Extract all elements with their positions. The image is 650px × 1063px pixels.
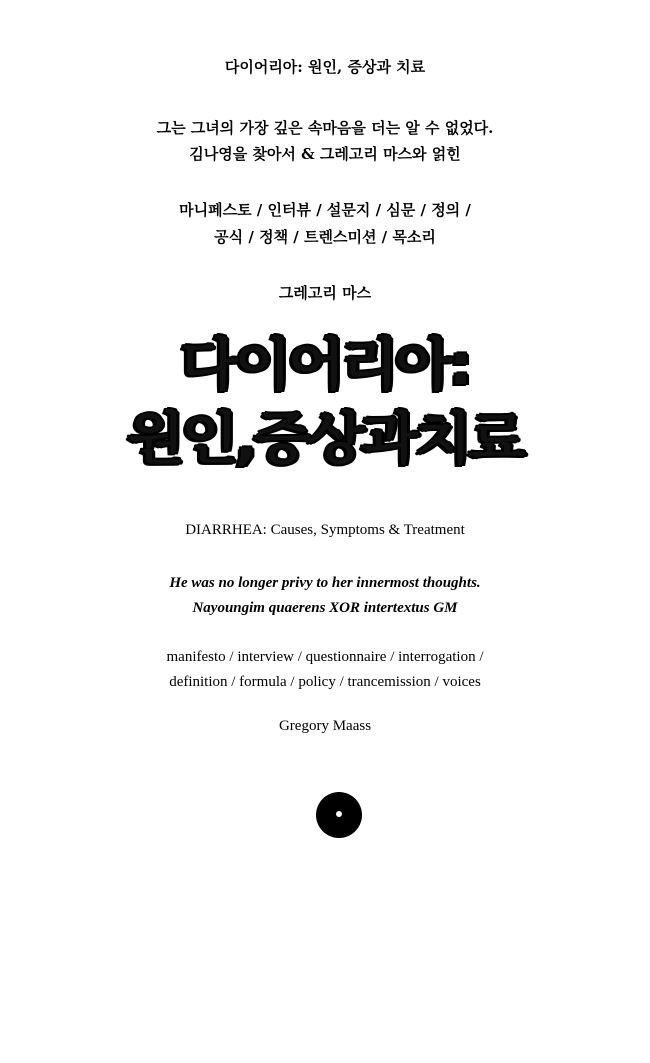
korean-genre-list — [0, 197, 650, 251]
korean-subtitle-line-2: 김나영을 찾아서 & 그레고리 마스와 얽힌 — [189, 145, 461, 163]
korean-genre-line-1: 마니페스토 / 인터뷰 / 설문지 / 심문 / 정의 / — [179, 201, 471, 219]
distressed-title-line-2: 원인,증상과치료 — [127, 407, 523, 472]
korean-subtitle — [0, 115, 650, 167]
logo-center-dot — [336, 811, 342, 817]
distressed-title-artwork — [125, 322, 525, 482]
distressed-title-line-1: 다이어리아: — [180, 333, 470, 398]
english-subtitle-line-2: Nayoungim quaerens XOR intertextus GM — [192, 600, 458, 616]
publisher-logo-icon — [316, 792, 362, 838]
korean-title: 다이어리아: 원인, 증상과 치료 — [224, 58, 426, 76]
korean-subtitle-line-1: 그는 그녀의 가장 깊은 속마음을 더는 알 수 없었다. — [156, 119, 494, 137]
korean-author: 그레고리 마스 — [278, 284, 372, 302]
english-author: Gregory Maass — [278, 718, 372, 734]
english-subtitle-line-1: He was no longer privy to her innermost thoughts. — [169, 575, 481, 591]
english-genre-line-2: definition / formula / policy / trancemission / voices — [169, 674, 481, 690]
korean-genre-line-2: 공식 / 정책 / 트렌스미션 / 목소리 — [214, 228, 436, 246]
english-title: DIARRHEA: Causes, Symptoms & Treatment — [185, 522, 465, 538]
english-subtitle — [0, 571, 650, 621]
english-genre-line-1: manifesto / interview / questionnaire / interrogation / — [166, 649, 484, 665]
english-genre-list — [0, 645, 650, 695]
